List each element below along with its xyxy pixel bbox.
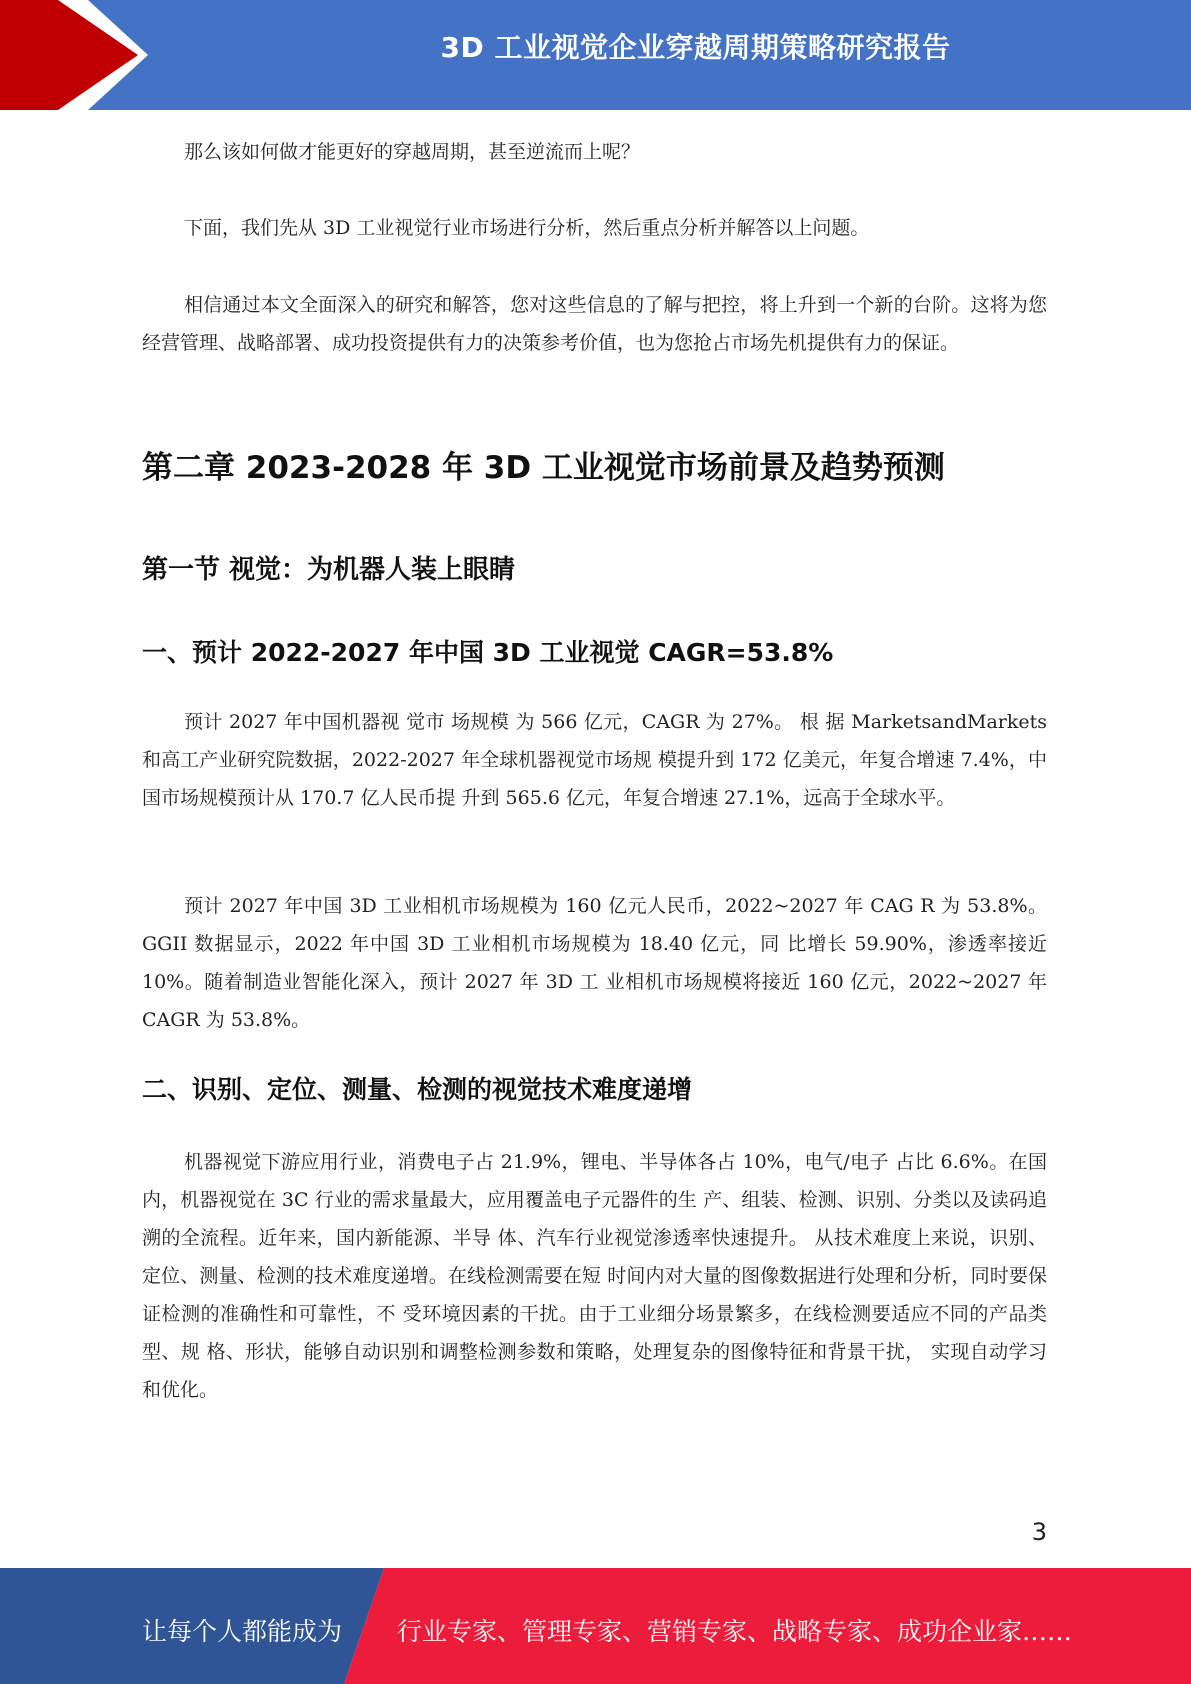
page-footer — [0, 1568, 1191, 1684]
paragraph-2: 下面，我们先从 3D 工业视觉行业市场进行分析，然后重点分析并解答以上问题。 — [184, 217, 870, 239]
section-title: 第一节 视觉：为机器人装上眼睛 — [142, 555, 516, 585]
report-title: 3D 工业视觉企业穿越周期策略研究报告 — [440, 31, 951, 64]
footer-slogan-right: 行业专家、管理专家、营销专家、战略专家、成功企业家…… — [397, 1617, 1073, 1646]
paragraph-1: 那么该如何做才能更好的穿越周期，甚至逆流而上呢？ — [184, 141, 641, 163]
paragraph-6: 机器视觉下游应用行业，消费电子占 21.9%，锂电、半导体各占 10%，电气/电子 占比 6.6%。在国内，机器视觉在 3C 行业的需求量最大，应用覆盖电子元器件的生 产、组装、检测、识别、分类以及读码追溯的全流程。近年来，国内新能源、半导 体、汽车行业视觉渗透率快速提升。 从技术难度上来说，识别、定位、测量、检测的技术难度递增。在线检测需要在短 时间内对大量的图像数据进行处理和分析，同时要保证检测的准确性和可靠性，不 受环境因素的干扰。由于工业细分场景繁多，在线检测要适应不同的产品类型、规 格、形状，能够自动识别和调整检测参数和策略，处理复杂的图像特征和背景干扰， 实现自动学习和优化。 — [142, 1151, 1047, 1401]
subsection-title-2: 二、识别、定位、测量、检测的视觉技术难度递增 — [142, 1075, 693, 1104]
page-header — [0, 0, 1191, 110]
header-red-arrow — [0, 0, 148, 110]
chapter-title: 第二章 2023-2028 年 3D 工业视觉市场前景及趋势预测 — [142, 450, 945, 486]
subsection-title-1: 一、预计 2022-2027 年中国 3D 工业视觉 CAGR=53.8% — [142, 638, 834, 667]
page-number: 3 — [1031, 1518, 1047, 1546]
paragraph-4: 预计 2027 年中国机器视 觉市 场规模 为 566 亿元，CAGR 为 27%。 根 据 MarketsandMarkets 和高工产业研究院数据，2022-2027 年全球机器视觉市场规 模提升到 172 亿美元，年复合增速 7.4%，中国市场规模预计从 170.7 亿人民币提 升到 565.6 亿元，年复合增速 27.1%，远高于全球水平。 — [142, 711, 1047, 809]
paragraph-3: 相信通过本文全面深入的研究和解答，您对这些信息的了解与把控，将上升到一个新的台阶。这将为您经营管理、战略部署、成功投资提供有力的决策参考价值，也为您抢占市场先机提供有力的保证。 — [142, 294, 1047, 354]
footer-slogan-left: 让每个人都能成为 — [142, 1617, 343, 1646]
paragraph-5: 预计 2027 年中国 3D 工业相机市场规模为 160 亿元人民币，2022~2027 年 CAG R 为 53.8%。GGII 数据显示，2022 年中国 3D 工业相机市场规模为 18.40 亿元，同 比增长 59.90%，渗透率接近 10%。随着制造业智能化深入，预计 2027 年 3D 工 业相机市场规模将接近 160 亿元，2022~2027 年 CAGR 为 53.8%。 — [142, 895, 1047, 1031]
